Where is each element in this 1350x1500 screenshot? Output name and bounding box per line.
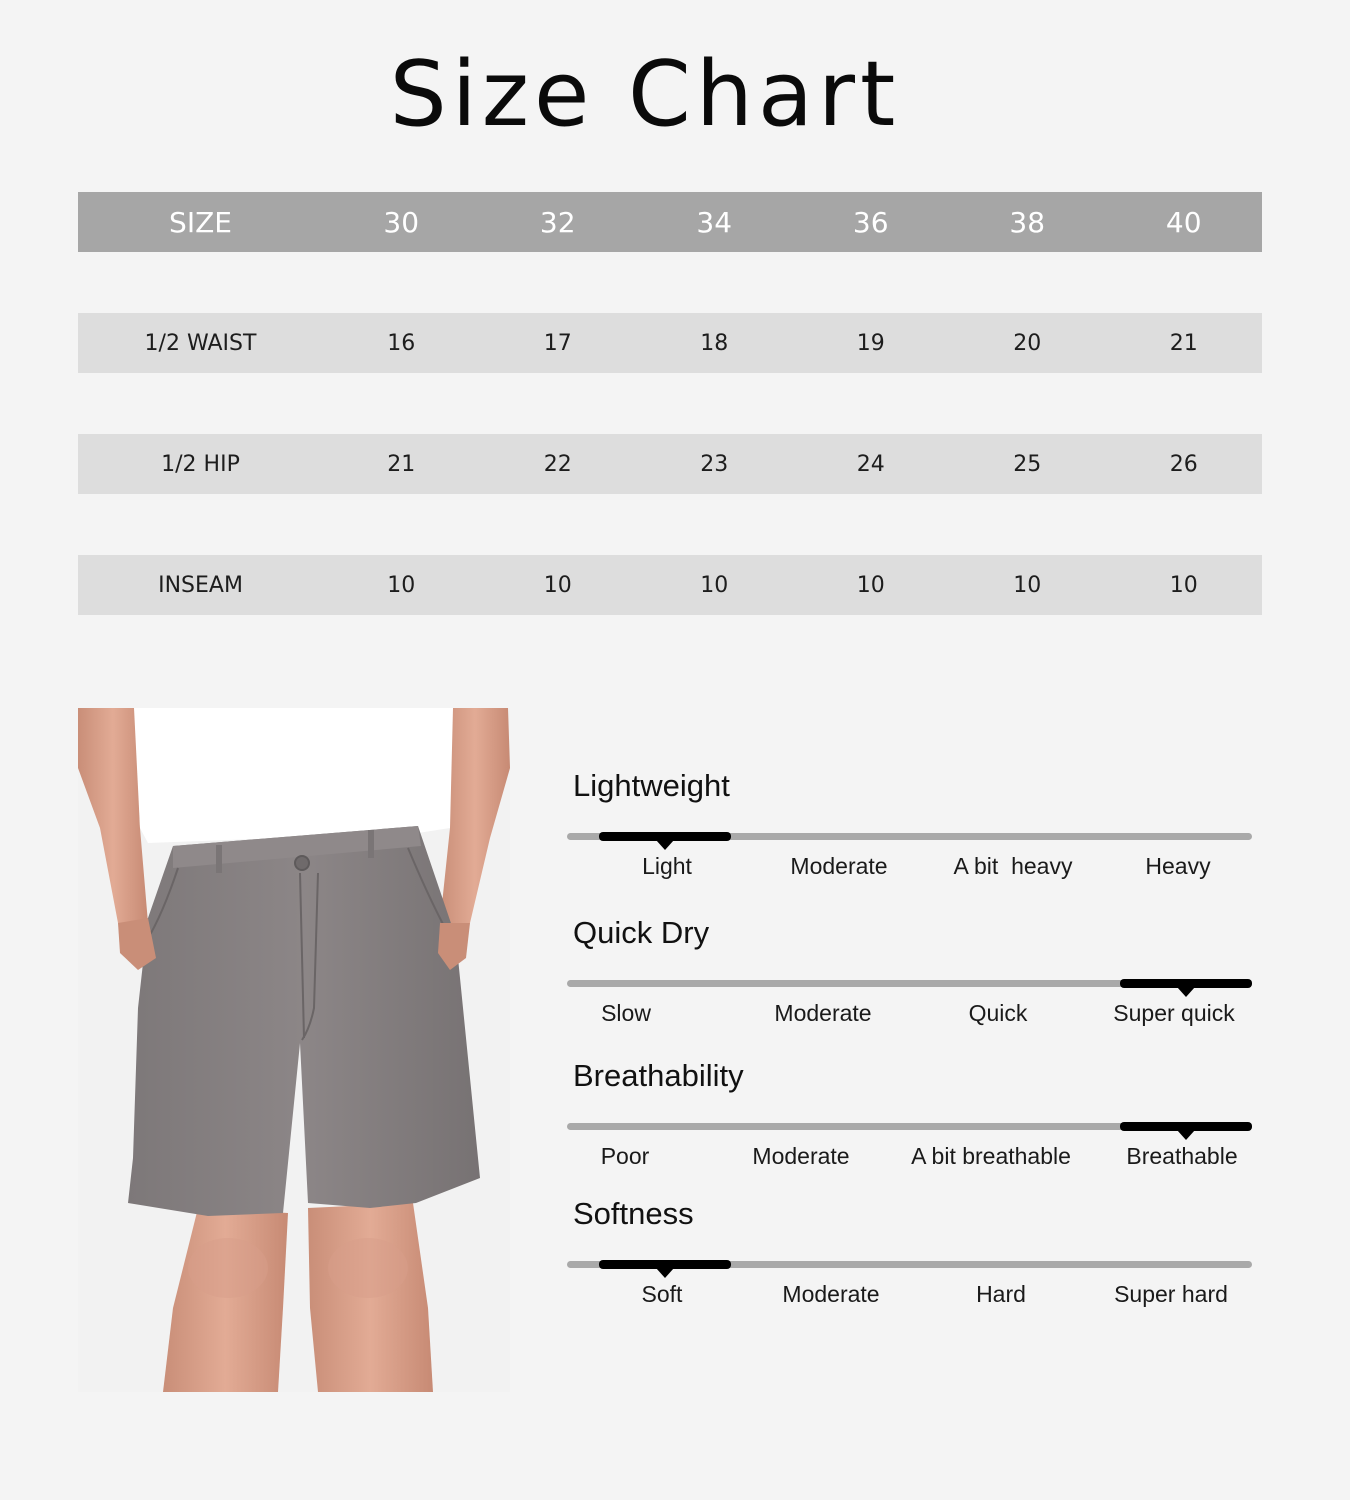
table-cell: 18 — [700, 330, 729, 356]
size-header-cell: 32 — [539, 205, 576, 239]
pointer-icon — [656, 840, 674, 850]
pointer-icon — [1177, 1130, 1195, 1140]
attribute-title: Lightweight — [573, 768, 730, 803]
scale-highlight — [1120, 1122, 1252, 1131]
scale-option: Super quick — [1113, 1000, 1235, 1026]
table-cell: 17 — [543, 330, 572, 356]
scale-options — [565, 1281, 1265, 1311]
table-row-hip — [78, 434, 1262, 494]
scale-option: Heavy — [1145, 853, 1211, 879]
scale-option: Quick — [968, 1000, 1028, 1026]
attribute-title: Quick Dry — [573, 915, 710, 950]
scale-option: Super hard — [1114, 1281, 1228, 1307]
scale-track — [567, 1123, 1252, 1130]
scale-option: A bit breathable — [911, 1143, 1071, 1169]
scale-option: Poor — [600, 1143, 650, 1169]
table-row-inseam — [78, 555, 1262, 615]
table-cell: 10 — [543, 572, 572, 598]
size-header-cell: 38 — [1009, 205, 1046, 239]
table-cell: 26 — [1169, 451, 1198, 477]
table-cell: 21 — [387, 451, 416, 477]
table-cell: 10 — [1013, 572, 1042, 598]
table-cell: 20 — [1013, 330, 1042, 356]
table-cell: 22 — [543, 451, 572, 477]
scale-option: Hard — [976, 1281, 1026, 1307]
scale-option: Light — [642, 853, 692, 879]
scale-option: Moderate — [774, 1000, 872, 1026]
scale-option: Soft — [641, 1281, 683, 1307]
size-header-cell: 36 — [852, 205, 889, 239]
table-cell: 23 — [700, 451, 729, 477]
attribute-title: Breathability — [573, 1058, 744, 1093]
size-header-cell: 30 — [383, 205, 420, 239]
attribute-title: Softness — [573, 1196, 694, 1231]
scale-option: Moderate — [790, 853, 888, 879]
scale-highlight — [1120, 979, 1252, 988]
row-label: INSEAM — [158, 572, 243, 598]
size-header-row — [78, 192, 1262, 252]
table-cell: 21 — [1169, 330, 1198, 356]
size-header-cell: 34 — [696, 205, 733, 239]
size-header-cell: 40 — [1165, 205, 1202, 239]
table-cell: 19 — [856, 330, 885, 356]
table-cell: 10 — [856, 572, 885, 598]
scale-track — [567, 833, 1252, 840]
scale-options — [565, 1143, 1265, 1173]
table-cell: 10 — [387, 572, 416, 598]
shorts-model-photo — [78, 708, 510, 1392]
table-cell: 24 — [856, 451, 885, 477]
table-cell: 16 — [387, 330, 416, 356]
scale-highlight — [599, 1260, 731, 1269]
table-row-waist — [78, 313, 1262, 373]
scale-track — [567, 1261, 1252, 1268]
scale-options — [565, 853, 1265, 883]
table-cell: 10 — [700, 572, 729, 598]
row-label: 1/2 WAIST — [144, 330, 257, 356]
scale-option: Moderate — [782, 1281, 880, 1307]
scale-track — [567, 980, 1252, 987]
row-label: 1/2 HIP — [161, 451, 240, 477]
scale-options — [565, 1000, 1265, 1030]
shorts-model-illustration — [78, 708, 510, 1392]
table-cell: 10 — [1169, 572, 1198, 598]
pointer-icon — [656, 1268, 674, 1278]
scale-option: Moderate — [752, 1143, 850, 1169]
page-title: Size Chart — [389, 42, 901, 147]
scale-option: A bit heavy — [953, 853, 1073, 879]
scale-option: Slow — [601, 1000, 651, 1026]
scale-option: Breathable — [1126, 1143, 1238, 1169]
scale-highlight — [599, 832, 731, 841]
table-cell: 25 — [1013, 451, 1042, 477]
size-header-label: SIZE — [169, 205, 232, 239]
pointer-icon — [1177, 987, 1195, 997]
